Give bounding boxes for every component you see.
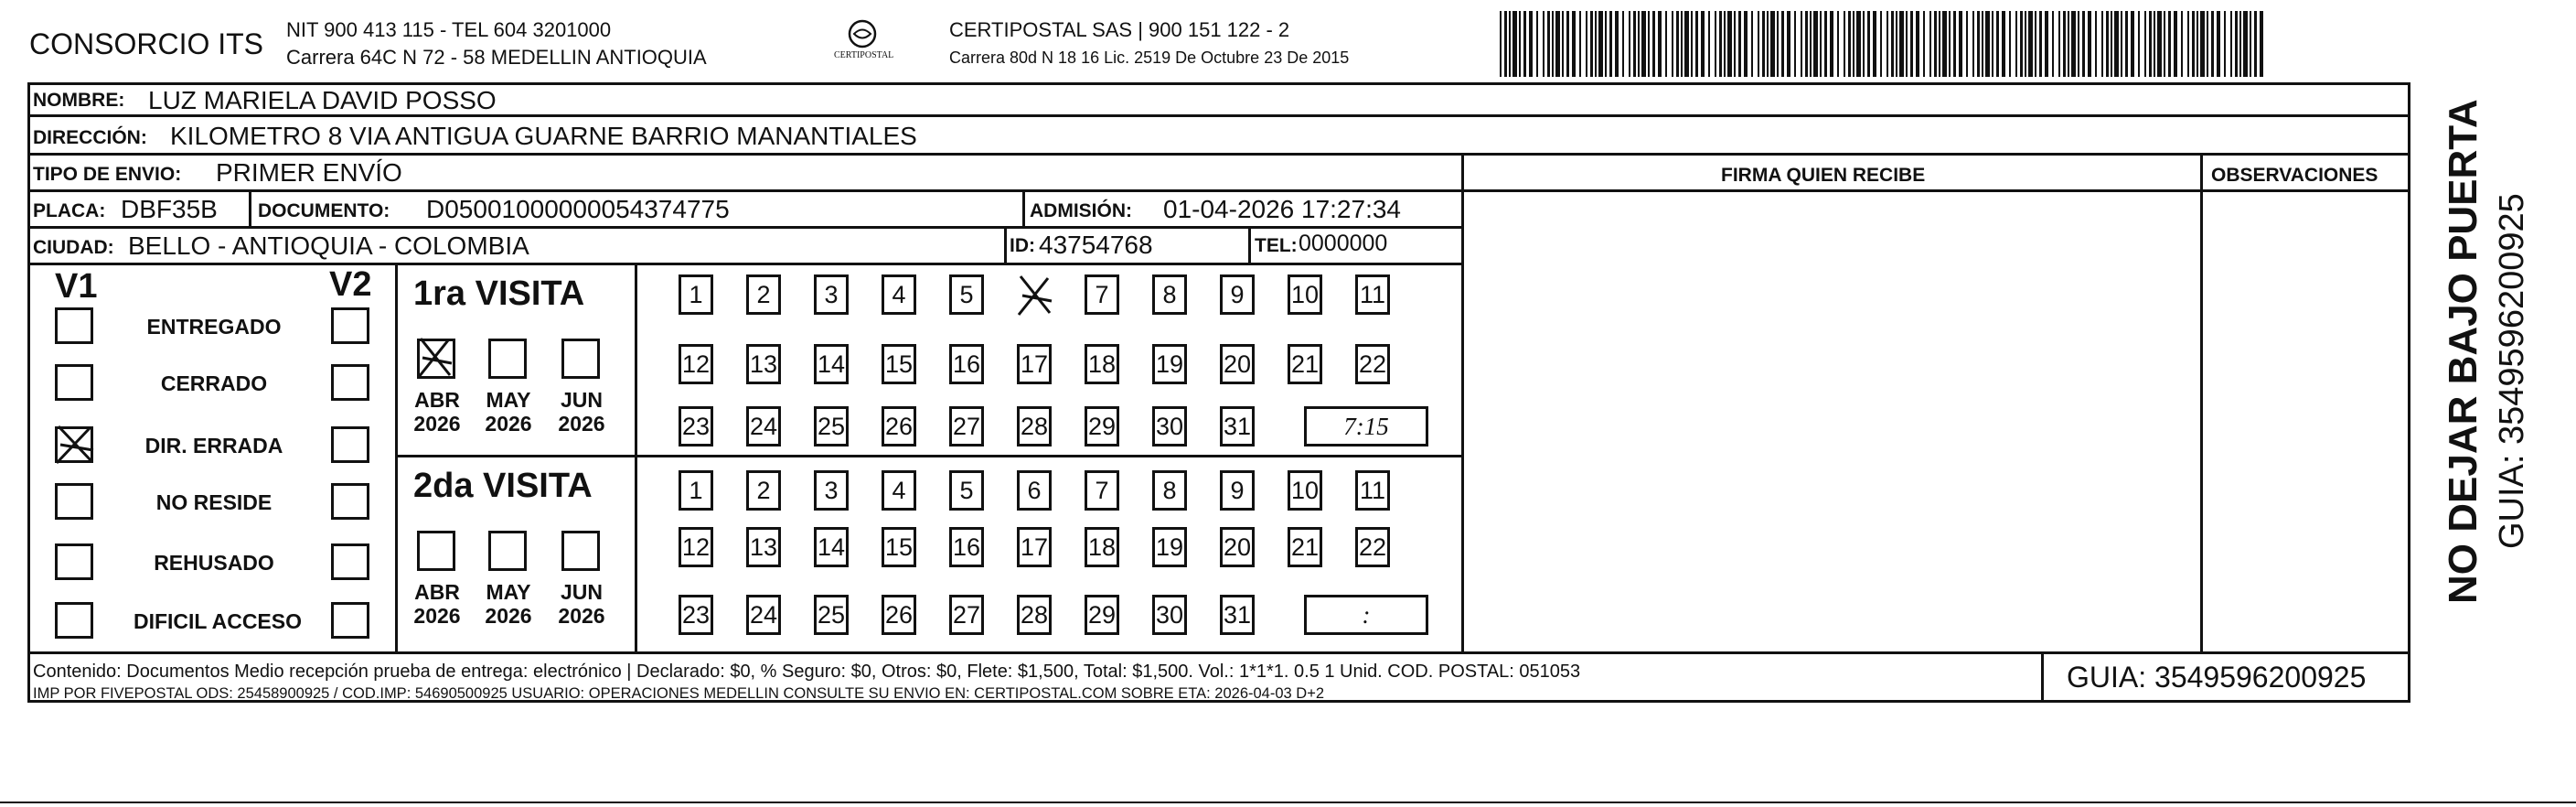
barcode-bar [1781,11,1784,77]
second-visit-day-box[interactable]: 16 [949,527,984,567]
barcode-bar [1959,11,1962,77]
v2-checkbox[interactable] [331,426,369,463]
barcode-bar [2111,11,2112,77]
barcode-bar [1605,11,1607,77]
first-visit-day-box[interactable]: 8 [1152,274,1187,315]
barcode-bar [1715,11,1716,77]
first-visit-day-box[interactable]: 7 [1085,274,1119,315]
barcode-bar [2125,11,2128,77]
first-visit-day-box[interactable]: 17 [1017,344,1052,384]
barcode-bar [2052,11,2054,77]
reason-label: NO RESIDE [155,490,273,514]
first-visit-day-box[interactable]: 13 [746,344,781,384]
barcode-bar [1509,11,1511,77]
barcode-bar [2078,11,2079,77]
month-label: JUN 2026 [558,580,605,629]
second-visit-day-box[interactable]: 28 [1017,595,1052,635]
barcode-bar [1727,11,1732,77]
second-visit-month-box-abr[interactable] [417,531,455,571]
barcode-bar [1896,11,1897,77]
barcode-bar [1942,11,1947,77]
first-visit-day-box[interactable]: 3 [814,274,849,315]
first-visit-day-mark [1015,273,1055,318]
tipo-envio-label: TIPO DE ENVIO: [33,164,182,185]
reason-label: CERRADO [160,371,268,395]
barcode-bar [2088,11,2091,77]
barcode-bar [2082,11,2085,77]
barcode-bar [2106,11,2109,77]
first-visit-day-box[interactable]: 24 [746,406,781,447]
first-visit-month-mark [415,335,455,381]
month-label: ABR 2026 [413,580,461,629]
barcode-bar [1863,11,1865,77]
ciudad-label: CIUDAD: [33,237,114,258]
barcode-bar [1629,11,1630,77]
barcode-bar [1572,11,1576,77]
footer-guia-box: GUIA: 3549596200925 [2067,661,2367,694]
barcode-bar [2071,11,2076,77]
side-guia: GUIA: 3549596200925 [2493,193,2531,549]
placa-label: PLACA: [33,200,106,221]
barcode-bar [1543,11,1545,77]
barcode-bar [1519,11,1521,77]
barcode-bar [2235,11,2238,77]
second-visit-day-box[interactable]: 9 [1220,470,1255,511]
barcode-bar [1708,11,1710,77]
barcode-bar [1794,11,1796,77]
barcode-bar [2009,11,2011,77]
barcode-bar [2197,11,2198,77]
nombre-value: LUZ MARIELA DAVID POSSO [148,86,497,114]
barcode-bar [2217,11,2220,77]
barcode-bar [2260,11,2263,77]
barcode-bar [1891,11,1894,77]
barcode-bar [2187,11,2189,77]
second-visit-title: 2da VISITA [413,467,593,505]
barcode-bar [1770,11,1775,77]
first-visit-month-box-jun[interactable] [561,339,600,379]
documento-label: DOCUMENTO: [258,200,390,221]
barcode-bar [1824,11,1827,77]
barcode-bar [1906,11,1908,77]
second-visit-month-box-jun[interactable] [561,531,600,571]
barcode-bar [1977,11,1980,77]
barcode-bar [2020,11,2023,77]
barcode-bar [1536,11,1538,77]
barcode-bar [1910,11,1913,77]
barcode-bar [2149,11,2152,77]
first-visit-day-box[interactable]: 10 [1288,274,1322,315]
first-visit-day-box[interactable]: 29 [1085,406,1119,447]
barcode [1500,11,2268,77]
barcode-bar [1615,11,1619,77]
barcode-bar [1939,11,1940,77]
first-visit-day-box[interactable]: 27 [949,406,984,447]
barcode-bar [1949,11,1951,77]
barcode-bar [1758,11,1759,77]
footer-content-line: Contenido: Documentos Medio recepción prueba de entrega: electrónico | Declarado: $0, % Seguro: $0, Otros: $0, Flete: $1,500, Total: $1,500. Vol.: 1*1*1. 0.5 1 Unid. COD. POSTAL: 051053 [33,662,1581,682]
barcode-bar [1830,11,1833,77]
barcode-bar [1966,11,1968,77]
second-visit-day-box[interactable]: 2 [746,470,781,511]
barcode-bar [1820,11,1822,77]
barcode-bar [1856,11,1861,77]
first-visit-time-box[interactable]: 7:15 [1304,406,1428,447]
second-visit-day-box[interactable]: 14 [814,527,849,567]
second-visit-day-box[interactable]: 15 [882,527,916,567]
reason-label: DIR. ERRADA [144,434,283,457]
placa-value: DBF35B [121,195,218,223]
barcode-bar [1595,11,1597,77]
barcode-bar [1500,11,1502,77]
barcode-bar [2138,11,2140,77]
second-visit-day-box[interactable]: 19 [1152,527,1187,567]
barcode-bar [2254,11,2257,77]
logo-text: CERTIPOSTAL [834,50,894,60]
barcode-bar [1566,11,1569,77]
barcode-bar [2211,11,2214,77]
barcode-bar [1996,11,1999,77]
barcode-bar [2015,11,2017,77]
barcode-bar [2200,11,2205,77]
v1-checkbox[interactable] [55,483,93,520]
first-visit-day-box[interactable]: 5 [949,274,984,315]
first-visit-day-box[interactable]: 11 [1355,274,1390,315]
barcode-bar [1633,11,1636,77]
first-visit-day-box[interactable]: 1 [679,274,713,315]
v2-checkbox[interactable] [331,307,369,344]
barcode-bar [1813,11,1818,77]
inner-header-frame [27,82,2410,85]
barcode-bar [1880,11,1882,77]
v2-label: V2 [329,265,372,304]
certipostal-logo [821,18,903,66]
barcode-bar [1622,11,1624,77]
second-visit-time-box[interactable]: : [1304,595,1428,635]
first-visit-day-box[interactable]: 16 [949,344,984,384]
barcode-bar [2028,11,2033,77]
barcode-bar [2144,11,2146,77]
v1-label: V1 [55,267,98,306]
second-visit-day-box[interactable]: 1 [679,470,713,511]
barcode-bar [1547,11,1550,77]
barcode-bar [2058,11,2060,77]
barcode-bar [1844,11,1845,77]
reason-label: DIFICIL ACCESO [133,609,302,633]
barcode-bar [2121,11,2122,77]
first-visit-day-box[interactable]: 12 [679,344,713,384]
barcode-bar [1744,11,1748,77]
barcode-bar [1873,11,1876,77]
barcode-bar [1665,11,1667,77]
barcode-bar [2063,11,2066,77]
barcode-bar [1916,11,1919,77]
barcode-bar [2207,11,2208,77]
barcode-bar [1972,11,1974,77]
barcode-bar [2025,11,2026,77]
barcode-bar [2035,11,2036,77]
barcode-bar [1934,11,1937,77]
carrier-license: Carrera 80d N 18 16 Lic. 2519 De Octubre 23 De 2015 [949,48,1350,67]
barcode-bar [2230,11,2232,77]
company-nit: NIT 900 413 115 - TEL 604 3201000 [286,18,612,41]
barcode-bar [1684,11,1689,77]
barcode-bar [2243,11,2248,77]
barcode-bar [1887,11,1888,77]
barcode-bar [1751,11,1753,77]
second-visit-day-box[interactable]: 12 [679,527,713,567]
barcode-bar [1691,11,1693,77]
carrier-name: CERTIPOSTAL SAS | 900 151 122 - 2 [949,18,1290,41]
barcode-bar [1853,11,1855,77]
admision-label: ADMISIÓN: [1030,200,1132,221]
barcode-bar [1523,11,1526,77]
barcode-bar [2039,11,2042,77]
direccion-label: DIRECCIÓN: [33,127,147,148]
firma-header: FIRMA QUIEN RECIBE [1721,165,1926,186]
barcode-bar [2154,11,2155,77]
barcode-bar [1579,11,1581,77]
side-warning: NO DEJAR BAJO PUERTA [2441,99,2485,604]
month-label: MAY 2026 [485,580,532,629]
barcode-bar [1562,11,1564,77]
second-visit-day-box[interactable]: 5 [949,470,984,511]
barcode-bar [1837,11,1839,77]
barcode-bar [2002,11,2005,77]
barcode-bar [1648,11,1650,77]
barcode-bar [2164,11,2165,77]
v2-checkbox[interactable] [331,364,369,401]
v1-checkbox[interactable] [55,364,93,401]
barcode-bar [1638,11,1640,77]
second-visit-day-box[interactable]: 23 [679,595,713,635]
barcode-bar [2045,11,2048,77]
reason-label: REHUSADO [154,551,274,575]
barcode-bar [1609,11,1612,77]
barcode-bar [1985,11,1990,77]
v2-checkbox[interactable] [331,483,369,520]
barcode-bar [2192,11,2195,77]
barcode-bar [1701,11,1705,77]
barcode-bar [2250,11,2251,77]
barcode-bar [1982,11,1983,77]
barcode-bar [1676,11,1679,77]
first-visit-day-box[interactable]: 23 [679,406,713,447]
month-label: MAY 2026 [485,388,532,436]
second-visit-day-box[interactable]: 6 [1017,470,1052,511]
barcode-bar [2101,11,2103,77]
first-visit-day-box[interactable]: 21 [1288,344,1322,384]
first-visit-day-box[interactable]: 20 [1220,344,1255,384]
barcode-bar [1801,11,1802,77]
second-visit-day-box[interactable]: 29 [1085,595,1119,635]
second-visit-day-box[interactable]: 13 [746,527,781,567]
barcode-bar [1555,11,1560,77]
second-visit-day-box[interactable]: 17 [1017,527,1052,567]
barcode-bar [1923,11,1925,77]
barcode-bar [1899,11,1904,77]
v1-checkbox[interactable] [55,307,93,344]
barcode-bar [1738,11,1741,77]
second-visit-day-box[interactable]: 21 [1288,527,1322,567]
barcode-bar [2181,11,2183,77]
barcode-bar [1590,11,1593,77]
month-label: ABR 2026 [413,388,461,436]
tel-value: 0000000 [1299,231,1388,256]
v1-checkbox[interactable] [55,543,93,580]
second-visit-day-box[interactable]: 27 [949,595,984,635]
second-visit-day-box[interactable]: 11 [1355,470,1390,511]
id-value: 43754768 [1039,231,1153,259]
barcode-bar [1992,11,1993,77]
documento-value: D05001000000054374775 [426,195,730,223]
first-visit-day-box[interactable]: 14 [814,344,849,384]
barcode-bar [2239,11,2241,77]
barcode-bar [1586,11,1587,77]
first-visit-day-box[interactable]: 2 [746,274,781,315]
first-visit-title: 1ra VISITA [413,274,585,313]
barcode-bar [1787,11,1790,77]
first-visit-day-box[interactable]: 15 [882,344,916,384]
second-visit-day-box[interactable]: 25 [814,595,849,635]
barcode-bar [2114,11,2119,77]
barcode-bar [1805,11,1808,77]
barcode-bar [1529,11,1533,77]
barcode-bar [2157,11,2162,77]
tipo-envio-value: PRIMER ENVÍO [216,158,402,187]
second-visit-day-box[interactable]: 30 [1152,595,1187,635]
barcode-bar [1552,11,1554,77]
barcode-bar [2168,11,2171,77]
company-address: Carrera 64C N 72 - 58 MEDELLIN ANTIOQUIA [286,46,707,69]
second-visit-month-box-may[interactable] [488,531,527,571]
barcode-bar [2095,11,2097,77]
second-visit-day-box[interactable]: 24 [746,595,781,635]
second-visit-day-box[interactable]: 20 [1220,527,1255,567]
first-visit-day-box[interactable]: 22 [1355,344,1390,384]
second-visit-day-box[interactable]: 18 [1085,527,1119,567]
barcode-bar [1777,11,1779,77]
first-visit-day-box[interactable]: 19 [1152,344,1187,384]
second-visit-day-box[interactable]: 8 [1152,470,1187,511]
barcode-bar [1512,11,1517,77]
barcode-bar [1598,11,1603,77]
barcode-bar [1672,11,1673,77]
month-label: JUN 2026 [558,388,605,436]
barcode-bar [1695,11,1698,77]
reason-label: ENTREGADO [146,315,282,339]
tel-label: TEL: [1255,235,1298,256]
barcode-bar [1652,11,1655,77]
first-visit-day-box[interactable]: 9 [1220,274,1255,315]
second-visit-day-box[interactable]: 4 [882,470,916,511]
first-visit-day-box[interactable]: 25 [814,406,849,447]
barcode-bar [1762,11,1765,77]
second-visit-day-box[interactable]: 22 [1355,527,1390,567]
barcode-bar [1504,11,1507,77]
admision-value: 01-04-2026 17:27:34 [1163,195,1401,223]
barcode-bar [1767,11,1769,77]
first-visit-day-box[interactable]: 30 [1152,406,1187,447]
id-label: ID: [1010,235,1035,256]
v1-check-mark [53,423,97,467]
barcode-bar [1810,11,1812,77]
second-visit-day-box[interactable]: 3 [814,470,849,511]
footer-imp-line: IMP POR FIVEPOSTAL ODS: 25458900925 / COD.IMP: 54690500925 USUARIO: OPERACIONES MEDELLIN CONSULTE SU ENVIO EN: CERTIPOSTAL.COM SOBRE ETA: 2026-04-03 D+2 [33,685,1325,702]
barcode-bar [1953,11,1956,77]
nombre-label: NOMBRE: [33,90,125,111]
barcode-bar [2174,11,2177,77]
observaciones-header: OBSERVACIONES [2211,165,2378,186]
second-visit-day-box[interactable]: 7 [1085,470,1119,511]
barcode-bar [1641,11,1646,77]
barcode-bar [1719,11,1722,77]
v2-checkbox[interactable] [331,543,369,580]
barcode-bar [2224,11,2226,77]
barcode-bar [1867,11,1870,77]
barcode-bar [1848,11,1851,77]
barcode-bar [1681,11,1683,77]
barcode-bar [1734,11,1736,77]
barcode-bar [2068,11,2069,77]
barcode-bar [1724,11,1726,77]
company-name: CONSORCIO ITS [29,27,264,60]
first-visit-day-box[interactable]: 4 [882,274,916,315]
second-visit-day-box[interactable]: 26 [882,595,916,635]
second-visit-day-box[interactable]: 10 [1288,470,1322,511]
first-visit-day-box[interactable]: 31 [1220,406,1255,447]
v2-checkbox[interactable] [331,602,369,639]
first-visit-month-box-may[interactable] [488,339,527,379]
barcode-bar [1658,11,1662,77]
v1-checkbox[interactable] [55,602,93,639]
ciudad-value: BELLO - ANTIOQUIA - COLOMBIA [128,231,529,260]
first-visit-day-box[interactable]: 28 [1017,406,1052,447]
direccion-value: KILOMETRO 8 VIA ANTIGUA GUARNE BARRIO MANANTIALES [170,122,917,150]
barcode-bar [2131,11,2134,77]
first-visit-day-box[interactable]: 26 [882,406,916,447]
first-visit-day-box[interactable]: 18 [1085,344,1119,384]
barcode-bar [1929,11,1931,77]
second-visit-day-box[interactable]: 31 [1220,595,1255,635]
